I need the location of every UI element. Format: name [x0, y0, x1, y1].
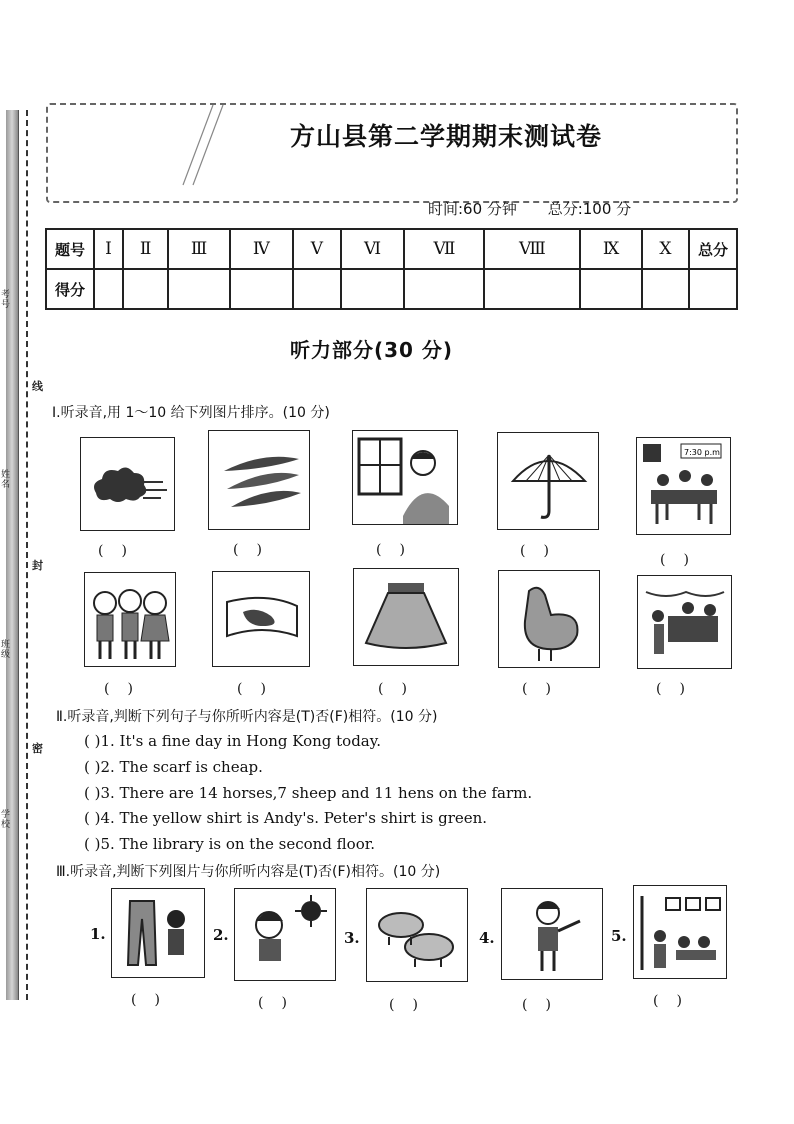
answer-paren[interactable]: (): [522, 681, 569, 697]
picture-windy-cloud: [80, 437, 175, 531]
score-col-6: Ⅵ: [341, 229, 405, 269]
exam-time: 时间:60 分钟: [428, 200, 517, 218]
beans-icon: [209, 431, 309, 529]
binding-label-number: 考号: [1, 290, 11, 310]
score-cell[interactable]: [484, 269, 580, 309]
children-icon: [85, 573, 175, 666]
answer-paren[interactable]: (): [389, 997, 436, 1013]
answer-paren[interactable]: (): [653, 993, 700, 1009]
score-cell[interactable]: [230, 269, 293, 309]
part3-number-5: 5.: [611, 927, 627, 945]
score-cell[interactable]: [404, 269, 484, 309]
score-col-3: Ⅲ: [168, 229, 229, 269]
score-cell[interactable]: [168, 269, 229, 309]
sun-boy-icon: [235, 889, 335, 980]
part1-instruction: Ⅰ.听录音,用 1～10 给下列图片排序。(10 分): [52, 405, 330, 421]
answer-paren[interactable]: (): [520, 543, 567, 559]
windy-icon: [81, 438, 174, 530]
part2-item-1[interactable]: ( )1. It's a fine day in Hong Kong today.: [84, 732, 381, 750]
binding-label-school: 学校: [1, 810, 11, 830]
answer-paren[interactable]: (): [656, 681, 703, 697]
clock-text: 7:30 p.m: [684, 448, 720, 457]
score-cell[interactable]: [293, 269, 341, 309]
score-cell[interactable]: [341, 269, 405, 309]
answer-paren[interactable]: (): [258, 995, 305, 1011]
part3-number-2: 2.: [213, 926, 229, 944]
side-mark-line: 线: [32, 380, 43, 393]
hen-icon: [499, 571, 599, 667]
dinner-icon: [637, 438, 730, 534]
score-header-label: 题号: [46, 229, 94, 269]
picture-boy-pointing: [501, 888, 603, 980]
score-col-8: Ⅷ: [484, 229, 580, 269]
exam-total: 总分:100 分: [547, 200, 632, 218]
picture-flag-map: [212, 571, 310, 667]
picture-trousers-boy: [111, 888, 205, 978]
part3-instruction: Ⅲ.听录音,判断下列图片与你所听内容是(T)否(F)相符。(10 分): [56, 864, 441, 880]
pointing-boy-icon: [502, 889, 602, 979]
score-cell[interactable]: [123, 269, 168, 309]
score-col-10: Ⅹ: [642, 229, 689, 269]
skirt-icon: [354, 569, 458, 665]
answer-paren[interactable]: (): [660, 552, 707, 568]
part2-item-5[interactable]: ( )5. The library is on the second floor.: [84, 835, 376, 853]
binding-label-class: 班级: [1, 640, 11, 660]
part3-number-4: 4.: [479, 929, 495, 947]
page-title: 方山县第二学期期末测试卷: [290, 122, 603, 151]
section-title: 听力部分(30 分): [290, 338, 454, 362]
map-icon: [213, 572, 309, 666]
picture-pigs: [366, 888, 468, 982]
score-total-label: 总分: [689, 229, 737, 269]
part2-item-4[interactable]: ( )4. The yellow shirt is Andy's. Peter's shirt is green.: [84, 809, 488, 827]
picture-party: [637, 575, 732, 669]
side-mark-seal: 封: [32, 559, 43, 572]
picture-classroom: [633, 885, 727, 979]
answer-paren[interactable]: (): [131, 992, 178, 1008]
answer-paren[interactable]: (): [378, 681, 425, 697]
cut-line: [26, 110, 28, 1000]
classroom-icon: [634, 886, 726, 978]
part2-instruction: Ⅱ.听录音,判断下列句子与你所听内容是(T)否(F)相符。(10 分): [56, 709, 438, 725]
score-col-4: Ⅳ: [230, 229, 293, 269]
picture-umbrella: [497, 432, 599, 530]
score-col-7: Ⅶ: [404, 229, 484, 269]
answer-paren[interactable]: (): [104, 681, 151, 697]
score-col-9: Ⅸ: [580, 229, 641, 269]
picture-skirt: [353, 568, 459, 666]
part2-item-3[interactable]: ( )3. There are 14 horses,7 sheep and 11 hens on the farm.: [84, 784, 533, 802]
picture-family-dinner: [636, 437, 731, 535]
pigs-icon: [367, 889, 467, 981]
picture-three-children: [84, 572, 176, 667]
party-icon: [638, 576, 731, 668]
score-total-cell[interactable]: [689, 269, 737, 309]
score-table: [45, 228, 738, 310]
picture-beans: [208, 430, 310, 530]
answer-paren[interactable]: (): [376, 542, 423, 558]
side-mark-secret: 密: [32, 742, 43, 755]
answer-paren[interactable]: (): [237, 681, 284, 697]
exam-info: [428, 198, 657, 219]
part2-item-2[interactable]: ( )2. The scarf is cheap.: [84, 758, 263, 776]
score-col-2: Ⅱ: [123, 229, 168, 269]
trousers-icon: [112, 889, 204, 977]
picture-boy-sun: [234, 888, 336, 981]
score-cell[interactable]: [94, 269, 123, 309]
score-cell[interactable]: [642, 269, 689, 309]
score-table-header-row: [46, 229, 737, 269]
score-cell[interactable]: [580, 269, 641, 309]
umbrella-icon: [498, 433, 598, 529]
part3-number-1: 1.: [90, 925, 106, 943]
binding-edge: [6, 110, 19, 1000]
answer-paren[interactable]: (): [233, 542, 280, 558]
picture-hen: [498, 570, 600, 668]
score-table-score-row: [46, 269, 737, 309]
part3-number-3: 3.: [344, 929, 360, 947]
score-col-5: Ⅴ: [293, 229, 341, 269]
answer-paren[interactable]: (): [522, 997, 569, 1013]
boy-window-icon: [353, 431, 457, 524]
binding-strip: [0, 110, 40, 1000]
picture-boy-window: [352, 430, 458, 525]
score-col-1: Ⅰ: [94, 229, 123, 269]
score-row-label: 得分: [46, 269, 94, 309]
answer-paren[interactable]: (): [98, 543, 145, 559]
binding-label-name: 姓名: [1, 470, 11, 490]
